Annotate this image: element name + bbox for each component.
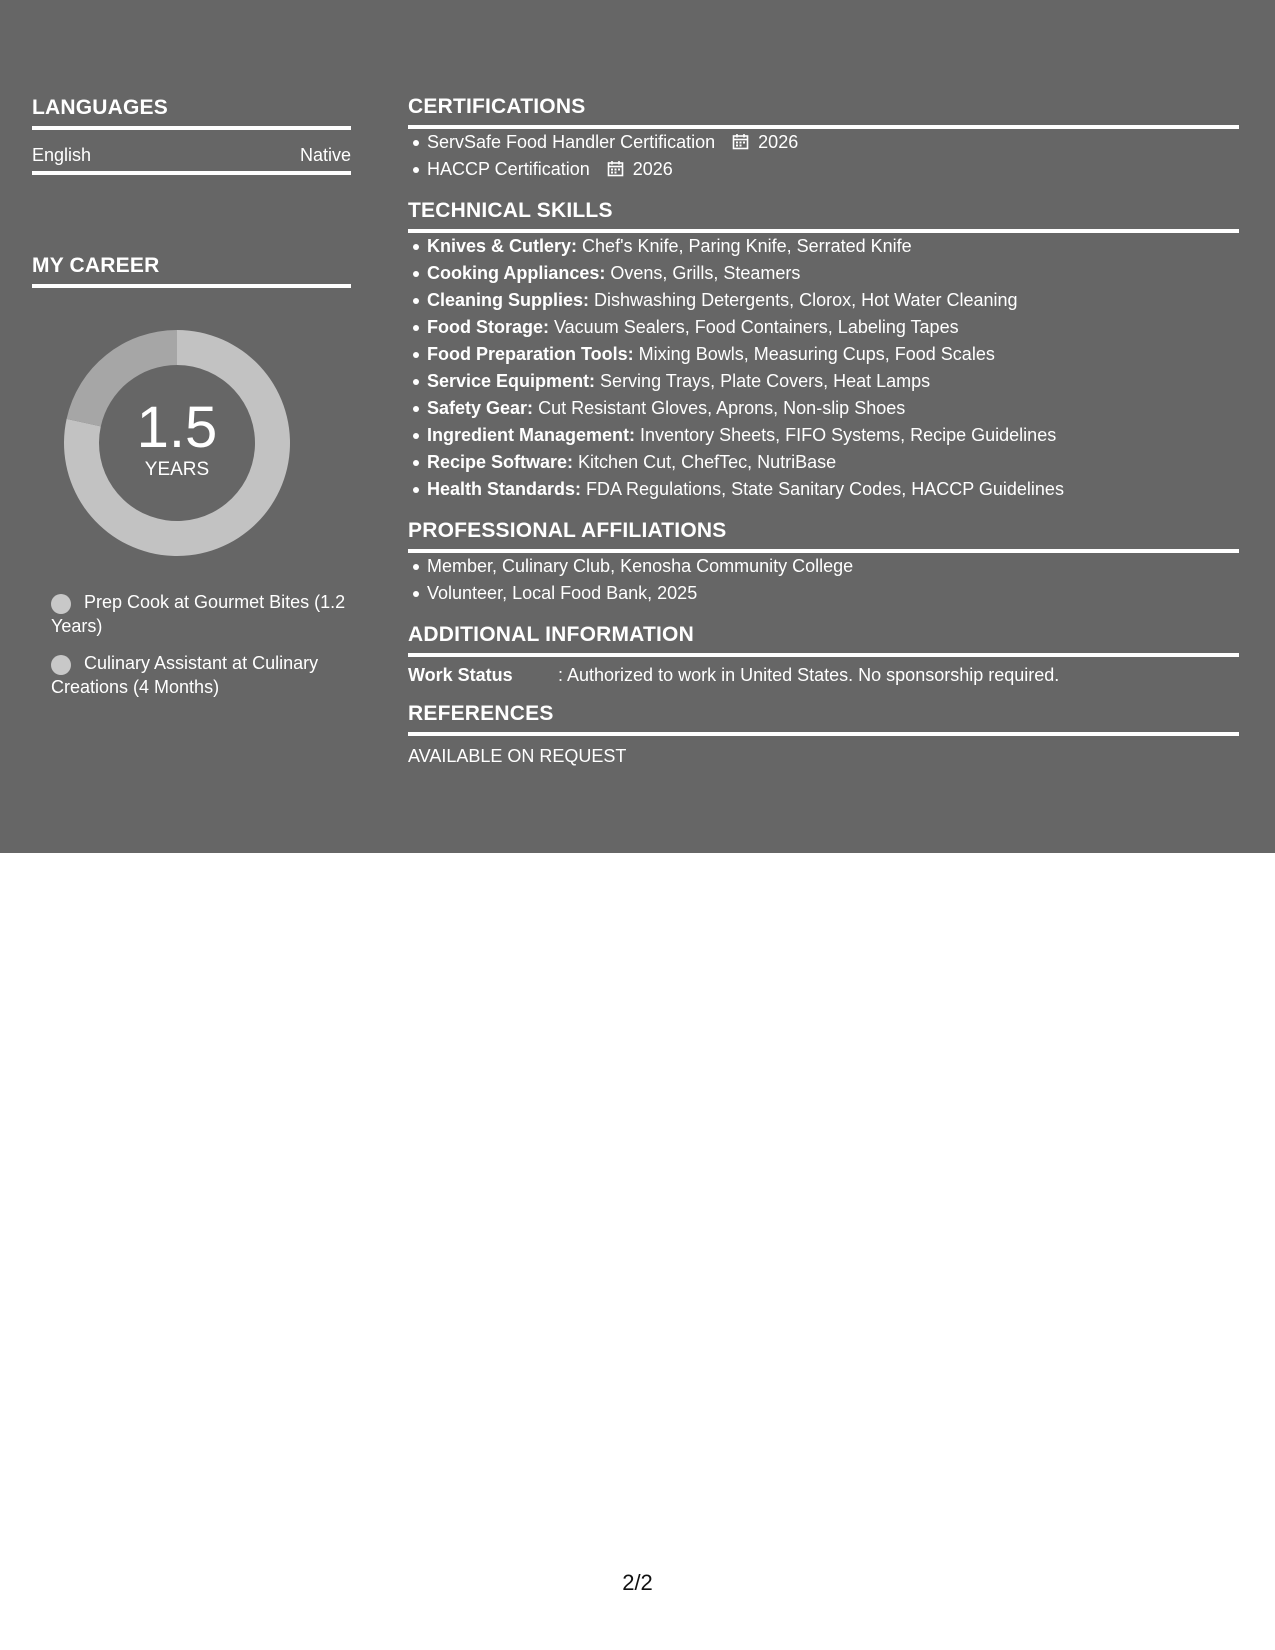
skill-label: Recipe Software: xyxy=(427,452,574,472)
skills-heading: TECHNICAL SKILLS xyxy=(408,198,1239,233)
language-name: English xyxy=(32,145,92,165)
career-legend-item xyxy=(51,651,351,699)
language-level: Native xyxy=(299,145,351,165)
affiliation-item: Member, Culinary Club, Kenosha Community College xyxy=(427,553,1239,580)
skill-label: Food Preparation Tools: xyxy=(427,344,634,364)
career-total-value: 1.5 xyxy=(136,395,218,460)
skill-label: Safety Gear: xyxy=(427,398,534,418)
language-row xyxy=(32,130,351,175)
skill-item xyxy=(427,260,1239,287)
certification-item xyxy=(427,129,1239,156)
references-heading: REFERENCES xyxy=(408,701,1239,736)
donut-center xyxy=(62,328,292,558)
affiliations-heading: PROFESSIONAL AFFILIATIONS xyxy=(408,518,1239,553)
affiliations-list xyxy=(408,553,1239,607)
skill-item xyxy=(427,449,1239,476)
skills-list xyxy=(408,233,1239,503)
career-heading: MY CAREER xyxy=(32,253,351,288)
skill-item xyxy=(427,368,1239,395)
skill-value: Kitchen Cut, ChefTec, NutriBase xyxy=(573,452,837,472)
affiliation-item: Volunteer, Local Food Bank, 2025 xyxy=(427,580,1239,607)
certification-name: ServSafe Food Handler Certification xyxy=(427,132,716,152)
skill-value: Ovens, Grills, Steamers xyxy=(605,263,801,283)
career-legend xyxy=(51,590,351,699)
skill-item xyxy=(427,341,1239,368)
certifications-heading: CERTIFICATIONS xyxy=(408,94,1239,129)
skill-label: Knives & Cutlery: xyxy=(427,236,578,256)
skill-item xyxy=(427,314,1239,341)
skill-item xyxy=(427,422,1239,449)
skill-label: Cooking Appliances: xyxy=(427,263,606,283)
career-total-unit: YEARS xyxy=(144,459,210,480)
right-column xyxy=(408,94,1239,767)
skill-value: Dishwashing Detergents, Clorox, Hot Water Cleaning xyxy=(589,290,1018,310)
skill-label: Service Equipment: xyxy=(427,371,596,391)
skill-label: Cleaning Supplies: xyxy=(427,290,590,310)
skill-item xyxy=(427,287,1239,314)
page-number: 2/2 xyxy=(622,1570,653,1595)
skill-label: Food Storage: xyxy=(427,317,549,337)
calendar-icon xyxy=(732,133,749,150)
languages-heading: LANGUAGES xyxy=(32,95,351,130)
calendar-icon xyxy=(607,160,624,177)
legend-dot-icon xyxy=(51,655,71,675)
skill-label: Ingredient Management: xyxy=(427,425,636,445)
skill-value: FDA Regulations, State Sanitary Codes, HACCP Guidelines xyxy=(581,479,1064,499)
skill-value: Vacuum Sealers, Food Containers, Labeling Tapes xyxy=(549,317,959,337)
work-status-value: : Authorized to work in United States. No sponsorship required. xyxy=(558,665,1060,685)
skill-value: Cut Resistant Gloves, Aprons, Non-slip Shoes xyxy=(533,398,906,418)
skill-item xyxy=(427,233,1239,260)
skill-value: Mixing Bowls, Measuring Cups, Food Scales xyxy=(633,344,995,364)
left-column xyxy=(32,95,351,712)
references-text: AVAILABLE ON REQUEST xyxy=(408,746,627,766)
skill-value: Chef's Knife, Paring Knife, Serrated Knife xyxy=(577,236,912,256)
career-item-text: Culinary Assistant at Culinary Creations (4 Months) xyxy=(51,653,319,697)
legend-dot-icon xyxy=(51,594,71,614)
career-item-text: Prep Cook at Gourmet Bites (1.2 Years) xyxy=(51,592,346,636)
career-donut-chart xyxy=(62,328,292,558)
certification-year: 2026 xyxy=(632,159,673,179)
work-status-label: Work Status xyxy=(408,665,513,685)
certifications-list xyxy=(408,129,1239,183)
additional-info-heading: ADDITIONAL INFORMATION xyxy=(408,622,1239,657)
certification-name: HACCP Certification xyxy=(427,159,590,179)
skill-label: Health Standards: xyxy=(427,479,582,499)
career-legend-item xyxy=(51,590,351,638)
skill-value: Inventory Sheets, FIFO Systems, Recipe Guidelines xyxy=(635,425,1057,445)
skill-item xyxy=(427,395,1239,422)
certification-item xyxy=(427,156,1239,183)
certification-year: 2026 xyxy=(758,132,799,152)
skill-value: Serving Trays, Plate Covers, Heat Lamps xyxy=(595,371,931,391)
skill-item xyxy=(427,476,1239,503)
work-status-row xyxy=(408,665,1239,686)
